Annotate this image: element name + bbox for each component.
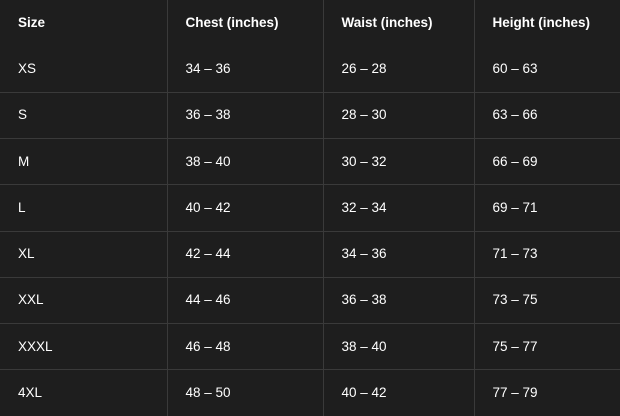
cell-waist: 40 – 42 xyxy=(323,370,474,416)
table-row xyxy=(0,277,620,323)
cell-waist: 26 – 28 xyxy=(323,46,474,92)
cell-waist: 38 – 40 xyxy=(323,324,474,370)
cell-chest: 44 – 46 xyxy=(167,277,323,323)
cell-chest: 40 – 42 xyxy=(167,185,323,231)
cell-chest: 48 – 50 xyxy=(167,370,323,416)
column-header-size: Size xyxy=(0,0,167,46)
table-row xyxy=(0,370,620,416)
cell-chest: 36 – 38 xyxy=(167,92,323,138)
column-header-chest: Chest (inches) xyxy=(167,0,323,46)
table-row xyxy=(0,139,620,185)
cell-height: 75 – 77 xyxy=(474,324,620,370)
cell-waist: 28 – 30 xyxy=(323,92,474,138)
column-header-waist: Waist (inches) xyxy=(323,0,474,46)
cell-size: XXL xyxy=(0,277,167,323)
table-row xyxy=(0,324,620,370)
cell-size: L xyxy=(0,185,167,231)
column-header-height: Height (inches) xyxy=(492,15,591,30)
cell-size: M xyxy=(0,139,167,185)
cell-height: 66 – 69 xyxy=(474,139,620,185)
cell-chest: 34 – 36 xyxy=(167,46,323,92)
table-row xyxy=(0,92,620,138)
cell-size: 4XL xyxy=(0,370,167,416)
cell-height: 71 – 73 xyxy=(474,231,620,277)
table-row xyxy=(0,185,620,231)
table-header-row xyxy=(0,0,620,46)
cell-chest: 42 – 44 xyxy=(167,231,323,277)
cell-height: 73 – 75 xyxy=(474,277,620,323)
cell-waist: 32 – 34 xyxy=(323,185,474,231)
cell-waist: 30 – 32 xyxy=(323,139,474,185)
table-row xyxy=(0,46,620,92)
cell-size: XL xyxy=(0,231,167,277)
cell-size: XXXL xyxy=(0,324,167,370)
cell-height: 77 – 79 xyxy=(492,385,538,401)
cell-height: 60 – 63 xyxy=(474,46,620,92)
table-row xyxy=(0,231,620,277)
cell-height: 69 – 71 xyxy=(474,185,620,231)
cell-chest: 46 – 48 xyxy=(167,324,323,370)
cell-height: 63 – 66 xyxy=(474,92,620,138)
cell-size: XS xyxy=(0,46,167,92)
cell-waist: 34 – 36 xyxy=(323,231,474,277)
cell-waist: 36 – 38 xyxy=(323,277,474,323)
cell-size: S xyxy=(0,92,167,138)
cell-chest: 38 – 40 xyxy=(167,139,323,185)
